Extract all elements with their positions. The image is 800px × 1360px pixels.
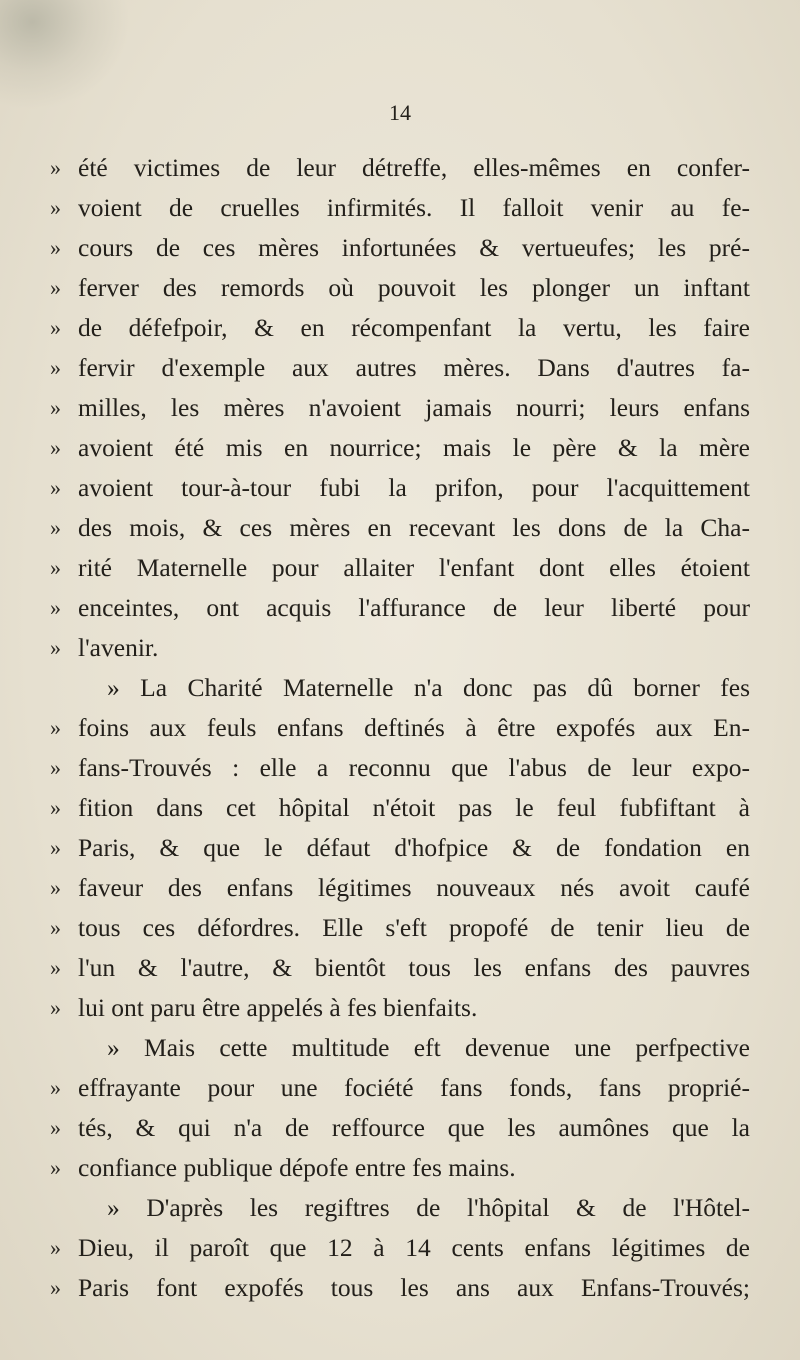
line-text: cours de ces mères infortunées & vertueufes; les pré- bbox=[78, 233, 750, 262]
text-line bbox=[50, 468, 750, 508]
text-line bbox=[50, 868, 750, 908]
text-line bbox=[50, 908, 750, 948]
line-text: l'avenir. bbox=[78, 633, 159, 662]
text-line bbox=[50, 1188, 750, 1228]
line-text: été victimes de leur détreffe, elles-mêmes en confer- bbox=[78, 153, 750, 182]
line-text: avoient tour-à-tour fubi la prifon, pour l'acquittement bbox=[78, 473, 750, 502]
line-text: Dieu, il paroît que 12 à 14 cents enfans légitimes de bbox=[78, 1233, 750, 1262]
text-line bbox=[50, 268, 750, 308]
quote-mark: » bbox=[50, 1075, 61, 1100]
line-text: enceintes, ont acquis l'affurance de leur liberté pour bbox=[78, 593, 750, 622]
quote-mark: » bbox=[50, 755, 61, 780]
text-line bbox=[50, 508, 750, 548]
text-line bbox=[50, 348, 750, 388]
paper-stain bbox=[0, 0, 130, 110]
line-text: voient de cruelles infirmités. Il falloit venir au fe- bbox=[78, 193, 750, 222]
text-line bbox=[50, 948, 750, 988]
text-line bbox=[50, 188, 750, 228]
quote-mark: » bbox=[50, 1155, 61, 1180]
line-text: fition dans cet hôpital n'étoit pas le feul fubfiftant à bbox=[78, 793, 750, 822]
quote-mark: » bbox=[50, 355, 61, 380]
quote-mark: » bbox=[50, 235, 61, 260]
text-line bbox=[50, 708, 750, 748]
line-text: milles, les mères n'avoient jamais nourri; leurs enfans bbox=[78, 393, 750, 422]
quote-mark: » bbox=[50, 195, 61, 220]
quote-mark: » bbox=[50, 555, 61, 580]
line-text: de défefpoir, & en récompenfant la vertu, les faire bbox=[78, 313, 750, 342]
line-text: confiance publique dépofe entre fes mains. bbox=[78, 1153, 516, 1182]
quote-mark: » bbox=[50, 795, 61, 820]
quote-mark: » bbox=[50, 595, 61, 620]
text-line bbox=[50, 1068, 750, 1108]
line-text: ferver des remords où pouvoit les plonger un inftant bbox=[78, 273, 750, 302]
quote-mark: » bbox=[50, 1115, 61, 1140]
text-line bbox=[50, 668, 750, 708]
text-line bbox=[50, 828, 750, 868]
text-line bbox=[50, 988, 750, 1028]
page-number: 14 bbox=[389, 100, 411, 125]
line-text: fans-Trouvés : elle a reconnu que l'abus de leur expo- bbox=[78, 753, 750, 782]
line-text: foins aux feuls enfans deftinés à être expofés aux En- bbox=[78, 713, 750, 742]
text-line bbox=[50, 788, 750, 828]
line-text: fervir d'exemple aux autres mères. Dans d'autres fa- bbox=[78, 353, 750, 382]
quote-mark: » bbox=[50, 915, 61, 940]
text-line bbox=[50, 1148, 750, 1188]
line-text: » Mais cette multitude eft devenue une perfpective bbox=[107, 1033, 750, 1062]
quote-mark: » bbox=[50, 875, 61, 900]
quote-mark: » bbox=[50, 835, 61, 860]
line-text: tés, & qui n'a de reffource que les aumônes que la bbox=[78, 1113, 750, 1142]
line-text: Paris font expofés tous les ans aux Enfans-Trouvés; bbox=[78, 1273, 750, 1302]
text-line bbox=[50, 1028, 750, 1068]
quote-mark: » bbox=[50, 955, 61, 980]
text-line bbox=[50, 748, 750, 788]
quote-mark: » bbox=[50, 315, 61, 340]
quote-mark: » bbox=[50, 715, 61, 740]
text-line bbox=[50, 1108, 750, 1148]
quote-mark: » bbox=[50, 1235, 61, 1260]
quote-mark: » bbox=[50, 475, 61, 500]
quote-mark: » bbox=[50, 395, 61, 420]
text-line bbox=[50, 228, 750, 268]
text-line bbox=[50, 388, 750, 428]
text-line bbox=[50, 148, 750, 188]
line-text: des mois, & ces mères en recevant les dons de la Cha- bbox=[78, 513, 750, 542]
quote-mark: » bbox=[50, 515, 61, 540]
text-line bbox=[50, 1228, 750, 1268]
line-text: » D'après les regiftres de l'hôpital & de l'Hôtel- bbox=[107, 1193, 750, 1222]
quote-mark: » bbox=[50, 155, 61, 180]
line-text: tous ces défordres. Elle s'eft propofé de tenir lieu de bbox=[78, 913, 750, 942]
text-line bbox=[50, 428, 750, 468]
quote-mark: » bbox=[50, 1275, 61, 1300]
line-text: avoient été mis en nourrice; mais le père & la mère bbox=[78, 433, 750, 462]
line-text: faveur des enfans légitimes nouveaux nés avoit caufé bbox=[78, 873, 750, 902]
line-text: » La Charité Maternelle n'a donc pas dû borner fes bbox=[107, 673, 750, 702]
quote-mark: » bbox=[50, 995, 61, 1020]
line-text: lui ont paru être appelés à fes bienfaits. bbox=[78, 993, 478, 1022]
text-line bbox=[50, 628, 750, 668]
text-line bbox=[50, 588, 750, 628]
text-line bbox=[50, 1268, 750, 1308]
line-text: l'un & l'autre, & bientôt tous les enfans des pauvres bbox=[78, 953, 750, 982]
quote-mark: » bbox=[50, 435, 61, 460]
text-line bbox=[50, 548, 750, 588]
line-text: effrayante pour une fociété fans fonds, fans proprié- bbox=[78, 1073, 750, 1102]
quote-mark: » bbox=[50, 635, 61, 660]
line-text: rité Maternelle pour allaiter l'enfant dont elles étoient bbox=[78, 553, 750, 582]
text-line bbox=[50, 308, 750, 348]
quote-mark: » bbox=[50, 275, 61, 300]
line-text: Paris, & que le défaut d'hofpice & de fondation en bbox=[78, 833, 750, 862]
